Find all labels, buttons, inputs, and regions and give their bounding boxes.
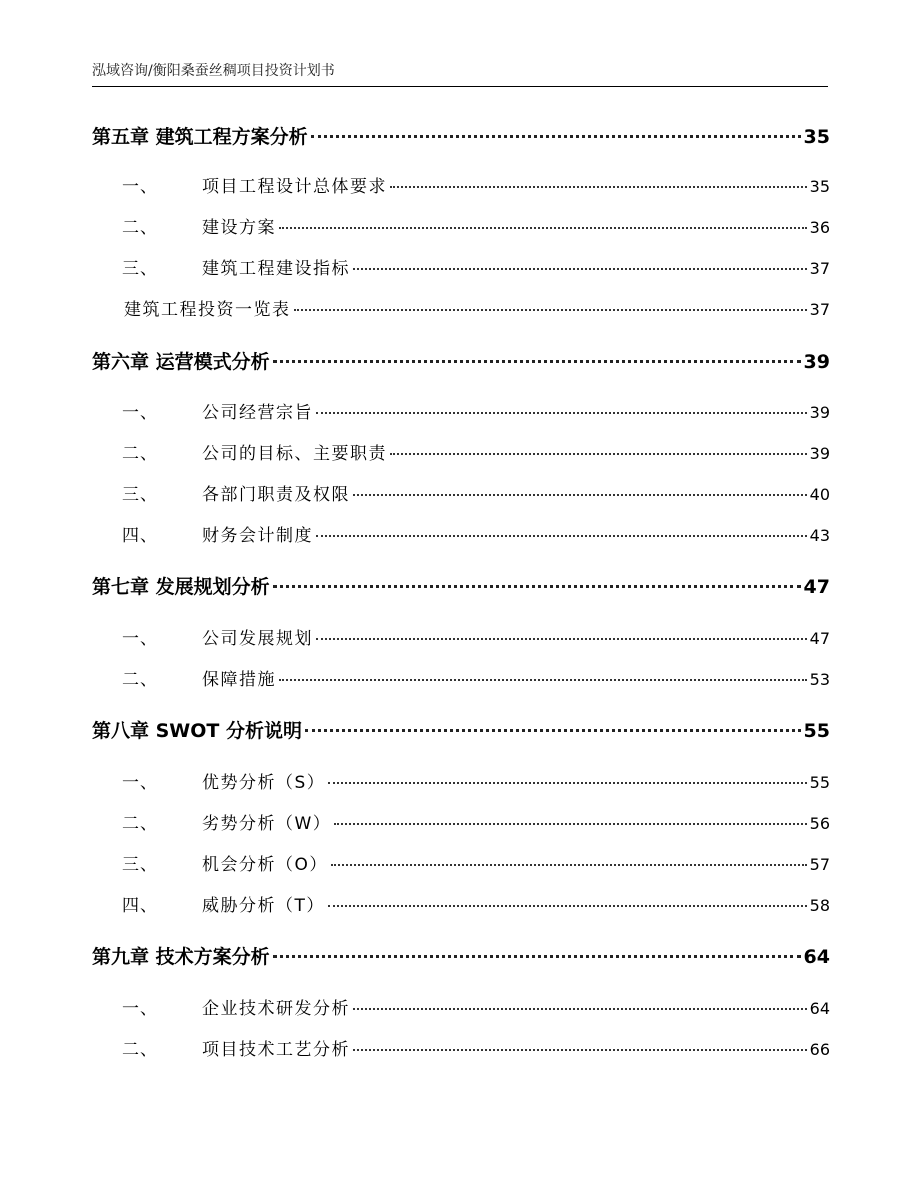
toc-chapter-title: 第五章 建筑工程方案分析 [92, 126, 308, 148]
dot-leader [273, 585, 801, 588]
toc-page-number: 55 [803, 720, 830, 742]
toc-page-number: 39 [803, 351, 830, 373]
toc-section-title: 劣势分析（W） [202, 814, 332, 834]
toc-section-number: 二、 [122, 1040, 158, 1060]
toc-section-entry[interactable] [92, 439, 830, 464]
toc-section-title: 建筑工程建设指标 [202, 259, 350, 279]
toc-page-number: 56 [809, 814, 830, 833]
toc-page-number: 64 [803, 946, 830, 968]
toc-section-title: 优势分析（S） [202, 773, 326, 793]
dot-leader [334, 823, 806, 825]
toc-page-number: 39 [809, 403, 830, 422]
toc-section-number: 一、 [122, 773, 158, 793]
toc-section-entry[interactable] [92, 768, 830, 793]
toc-section-entry[interactable] [92, 172, 830, 197]
dot-leader [279, 679, 807, 681]
running-header: 泓域咨询/衡阳桑蚕丝稠项目投资计划书 [92, 63, 335, 79]
dot-leader [294, 309, 807, 311]
toc-section-entry[interactable] [92, 254, 830, 279]
toc-section-title: 保障措施 [202, 670, 276, 690]
toc-section-entry[interactable] [92, 213, 830, 238]
dot-leader [311, 135, 801, 138]
toc-section-title: 公司的目标、主要职责 [202, 444, 387, 464]
toc-section-number: 二、 [122, 670, 158, 690]
dot-leader [328, 782, 806, 784]
toc-page-number: 47 [803, 576, 830, 598]
dot-leader [305, 729, 801, 732]
toc-section-entry[interactable] [92, 891, 830, 916]
toc-page-number: 35 [809, 177, 830, 196]
header-rule [92, 86, 828, 87]
toc-section-entry[interactable] [92, 809, 830, 834]
toc-section-number: 四、 [122, 896, 158, 916]
dot-leader [279, 227, 807, 229]
toc-section-entry[interactable] [92, 665, 830, 690]
toc-section-title: 公司经营宗旨 [202, 403, 313, 423]
dot-leader [331, 864, 807, 866]
toc-section-number: 四、 [122, 526, 158, 546]
toc-chapter-title: 第八章 SWOT 分析说明 [92, 720, 302, 742]
dot-leader [316, 412, 807, 414]
toc-page-number: 64 [809, 999, 830, 1018]
toc-page-number: 35 [803, 126, 830, 148]
toc-chapter-entry[interactable] [92, 347, 830, 374]
toc-section-title: 威胁分析（T） [202, 896, 325, 916]
dot-leader [353, 494, 807, 496]
dot-leader [316, 535, 807, 537]
toc-section-entry[interactable] [92, 850, 830, 875]
toc-chapter-entry[interactable] [92, 942, 830, 969]
dot-leader [273, 360, 801, 363]
toc-page-number: 57 [809, 855, 830, 874]
toc-section-title: 企业技术研发分析 [202, 999, 350, 1019]
toc-section-entry[interactable] [92, 994, 830, 1019]
toc-section-title: 各部门职责及权限 [202, 485, 350, 505]
toc-section-title: 财务会计制度 [202, 526, 313, 546]
toc-page-number: 53 [809, 670, 830, 689]
toc-page-number: 40 [809, 485, 830, 504]
toc-section-number: 一、 [122, 403, 158, 423]
toc-section-entry[interactable] [92, 624, 830, 649]
toc-section-title: 公司发展规划 [202, 629, 313, 649]
toc-section-number: 二、 [122, 814, 158, 834]
toc-page-number: 37 [809, 300, 830, 319]
toc-chapter-title: 第七章 发展规划分析 [92, 576, 270, 598]
dot-leader [316, 638, 807, 640]
toc-chapter-title: 第六章 运营模式分析 [92, 351, 270, 373]
toc-page-number: 55 [809, 773, 830, 792]
toc-section-number: 三、 [122, 855, 158, 875]
toc-section-title: 机会分析（O） [202, 855, 328, 875]
toc-section-number: 一、 [122, 999, 158, 1019]
toc-section-title: 项目技术工艺分析 [202, 1040, 350, 1060]
toc-page-number: 43 [809, 526, 830, 545]
toc-chapter-entry[interactable] [92, 716, 830, 743]
toc-section-number: 二、 [122, 218, 158, 238]
toc-section-entry[interactable] [92, 295, 830, 320]
toc-page-number: 36 [809, 218, 830, 237]
toc-section-number: 三、 [122, 259, 158, 279]
dot-leader [328, 905, 807, 907]
dot-leader [353, 1049, 807, 1051]
toc-chapter-title: 第九章 技术方案分析 [92, 946, 270, 968]
toc-section-entry[interactable] [92, 521, 830, 546]
toc-section-number: 一、 [122, 629, 158, 649]
toc-page-number: 66 [809, 1040, 830, 1059]
toc-section-title: 建筑工程投资一览表 [124, 300, 291, 320]
toc-chapter-entry[interactable] [92, 122, 830, 149]
toc-section-number: 二、 [122, 444, 158, 464]
toc-chapter-entry[interactable] [92, 572, 830, 599]
toc-page-number: 58 [809, 896, 830, 915]
toc-page-number: 39 [809, 444, 830, 463]
toc-section-title: 建设方案 [202, 218, 276, 238]
dot-leader [390, 186, 807, 188]
dot-leader [353, 1008, 807, 1010]
toc-section-entry[interactable] [92, 480, 830, 505]
dot-leader [273, 955, 801, 958]
toc-page-number: 37 [809, 259, 830, 278]
toc-section-entry[interactable] [92, 1035, 830, 1060]
toc-section-number: 一、 [122, 177, 158, 197]
toc-page-number: 47 [809, 629, 830, 648]
dot-leader [353, 268, 807, 270]
dot-leader [390, 453, 807, 455]
toc-section-number: 三、 [122, 485, 158, 505]
toc-section-title: 项目工程设计总体要求 [202, 177, 387, 197]
toc-section-entry[interactable] [92, 398, 830, 423]
